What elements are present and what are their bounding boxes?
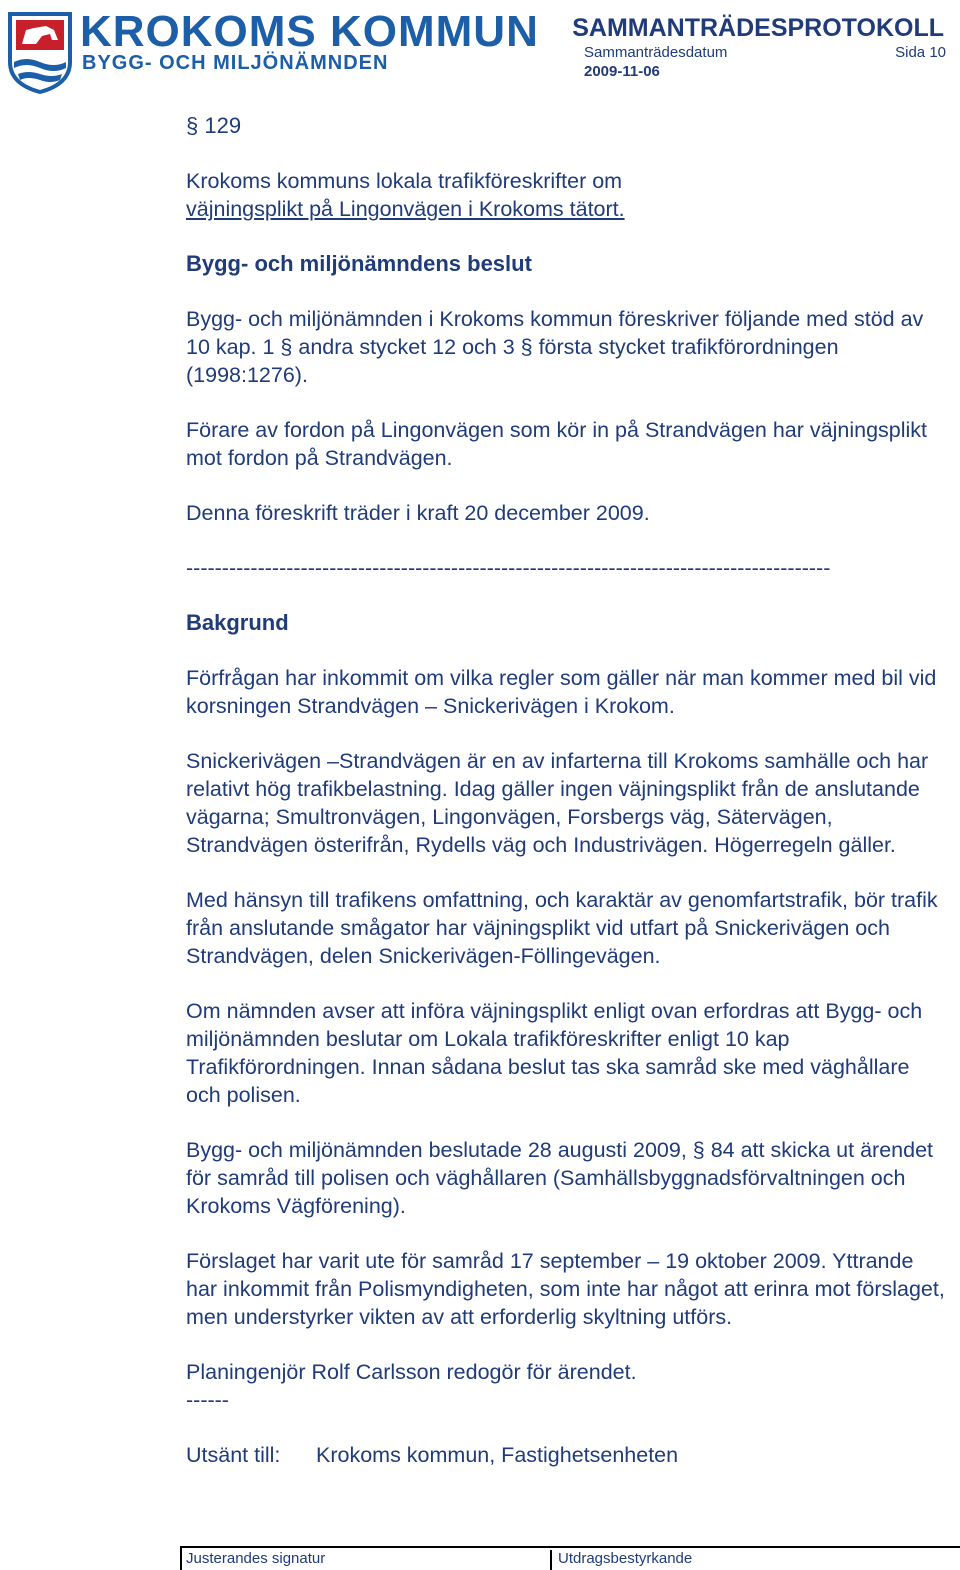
background-paragraph-1: Förfrågan har inkommit om vilka regler som gäller när man kommer med bil vid korsningen Strandvägen – Snickerivägen i Krokom.	[186, 666, 937, 718]
protocol-body	[186, 112, 946, 1469]
background-paragraph-5: Bygg- och miljönämnden beslutade 28 augusti 2009, § 84 att skicka ut ärendet för samråd till polisen och väghållaren (Samhällsbyggnadsförvaltningen och Krokoms Vägförening).	[186, 1138, 934, 1218]
municipality-coat-of-arms-logo	[6, 10, 74, 94]
document-title: SAMMANTRÄDESPROTOKOLL	[572, 14, 944, 42]
distribution-recipient: Krokoms kommun, Fastighetsenheten	[316, 1443, 679, 1467]
decision-paragraph-3: Denna föreskrift träder i kraft 20 december 2009.	[186, 501, 650, 525]
background-paragraph-2: Snickerivägen –Strandvägen är en av infarterna till Krokoms samhälle och har relativt hög trafikbelastning. Idag gäller ingen väjningsplikt från de anslutande vägarna; Smultronvägen, Lingonvägen, Forsbergs väg, Sätervägen, Strandvägen österifrån, Rydells väg och Industrivägen. Högerregeln gäller.	[186, 749, 929, 857]
organization-subname: BYGG- OCH MILJÖNÄMNDEN	[82, 52, 389, 74]
distribution-list	[186, 1441, 946, 1469]
excerpt-certification-label: Utdragsbestyrkande	[550, 1550, 692, 1570]
decision-paragraph-2: Förare av fordon på Lingonvägen som kör in på Strandvägen har väjningsplikt mot fordon på Strandvägen.	[186, 418, 928, 470]
decision-heading: Bygg- och miljönämndens beslut	[186, 251, 532, 276]
organization-name: KROKOMS KOMMUN	[80, 7, 539, 56]
meeting-date: 2009-11-06	[584, 63, 660, 80]
meeting-date-label: Sammanträdesdatum	[584, 44, 728, 61]
background-heading: Bakgrund	[186, 610, 289, 635]
section-number: § 129	[186, 113, 242, 138]
background-paragraph-4: Om nämnden avser att införa väjningsplikt enligt ovan erfordras att Bygg- och miljönämnden beslutar om Lokala trafikföreskrifter enligt 10 kap Trafikförordningen. Innan sådana beslut tas ska samråd ske med väghållare och polisen.	[186, 999, 923, 1107]
section-title-line2: väjningsplikt på Lingonvägen i Krokoms tätort.	[186, 197, 625, 221]
page-number: Sida 10	[895, 44, 946, 61]
background-paragraph-7: Planingenjör Rolf Carlsson redogör för ärendet.	[186, 1360, 637, 1384]
decision-paragraph-1: Bygg- och miljönämnden i Krokoms kommun föreskriver följande med stöd av 10 kap. 1 § andra stycket 12 och 3 § första stycket trafikförordningen (1998:1276).	[186, 307, 924, 387]
section-title-line1: Krokoms kommuns lokala trafikföreskrifter om	[186, 169, 623, 193]
background-paragraph-3: Med hänsyn till trafikens omfattning, och karaktär av genomfartstrafik, bör trafik från anslutande smågator har väjningsplikt vid utfart på Snickerivägen och Strandvägen, delen Snickerivägen-Föllingevägen.	[186, 888, 938, 968]
background-paragraph-6: Förslaget har varit ute för samråd 17 september – 19 oktober 2009. Yttrande har inkommit från Polismyndigheten, som inte har något att erinra mot förslaget, men understyrker vikten av att erforderlig skyltning utförs.	[186, 1249, 945, 1329]
signature-footer	[180, 1546, 960, 1570]
section-title	[186, 167, 946, 223]
distribution-label: Utsänt till:	[186, 1443, 281, 1467]
section-divider: ------------------------------------------------------------------------------------------	[186, 556, 831, 580]
small-divider: ------	[186, 1388, 229, 1412]
adjuster-signature-label: Justerandes signatur	[186, 1550, 326, 1567]
